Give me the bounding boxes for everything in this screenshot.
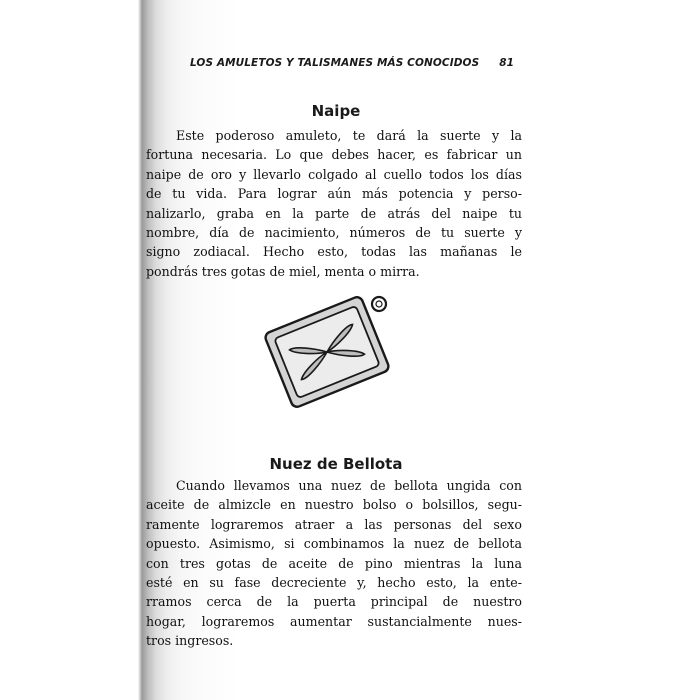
- paragraph-line: naipe de oro y llevarlo colgado al cuello todos los días: [146, 166, 522, 182]
- paragraph-line: con tres gotas de aceite de pino mientras la luna: [146, 555, 522, 571]
- paragraph-line: fortuna necesaria. Lo que debes hacer, es fabricar un: [146, 147, 522, 163]
- running-head-title: LOS AMULETOS Y TALISMANES MÁS CONOCIDOS: [190, 57, 480, 69]
- paragraph-line: rramos cerca de la puerta principal de nuestro: [146, 594, 522, 610]
- paragraph-line: hogar, lograremos aumentar sustancialmente nues-: [146, 613, 522, 629]
- paragraph-line: Este poderoso amuleto, te dará la suerte y la: [176, 128, 522, 143]
- card-pendant-amulet-icon: [257, 288, 397, 413]
- section-heading-naipe: Naipe: [311, 102, 361, 120]
- paragraph-line: esté en su fase decreciente y, hecho esto, la ente-: [146, 575, 522, 591]
- paragraph-nuez-de-bellota: [146, 476, 522, 651]
- page-number: 81: [499, 57, 514, 69]
- paragraph-line: de tu vida. Para lograr aún más potencia y perso-: [146, 186, 522, 202]
- paragraph-line: ramente lograremos atraer a las personas del sexo: [146, 516, 522, 532]
- paragraph-line: opuesto. Asimismo, si combinamos la nuez de bellota: [146, 536, 522, 552]
- paragraph-line: tros ingresos.: [146, 633, 234, 649]
- paragraph-line: Cuando llevamos una nuez de bellota ungida con: [176, 478, 522, 493]
- paragraph-line: aceite de almizcle en nuestro bolso o bolsillos, segu-: [146, 497, 522, 513]
- paragraph-line: pondrás tres gotas de miel, menta o mirra.: [146, 263, 420, 279]
- paragraph-line: nombre, día de nacimiento, números de tu suerte y: [146, 225, 522, 241]
- paragraph-line: signo zodiacal. Hecho esto, todas las mañanas le: [146, 244, 522, 260]
- paragraph-naipe: [146, 126, 522, 281]
- section-heading-nuez-de-bellota: Nuez de Bellota: [269, 455, 403, 473]
- paragraph-line: nalizarlo, graba en la parte de atrás del naipe tu: [146, 205, 522, 221]
